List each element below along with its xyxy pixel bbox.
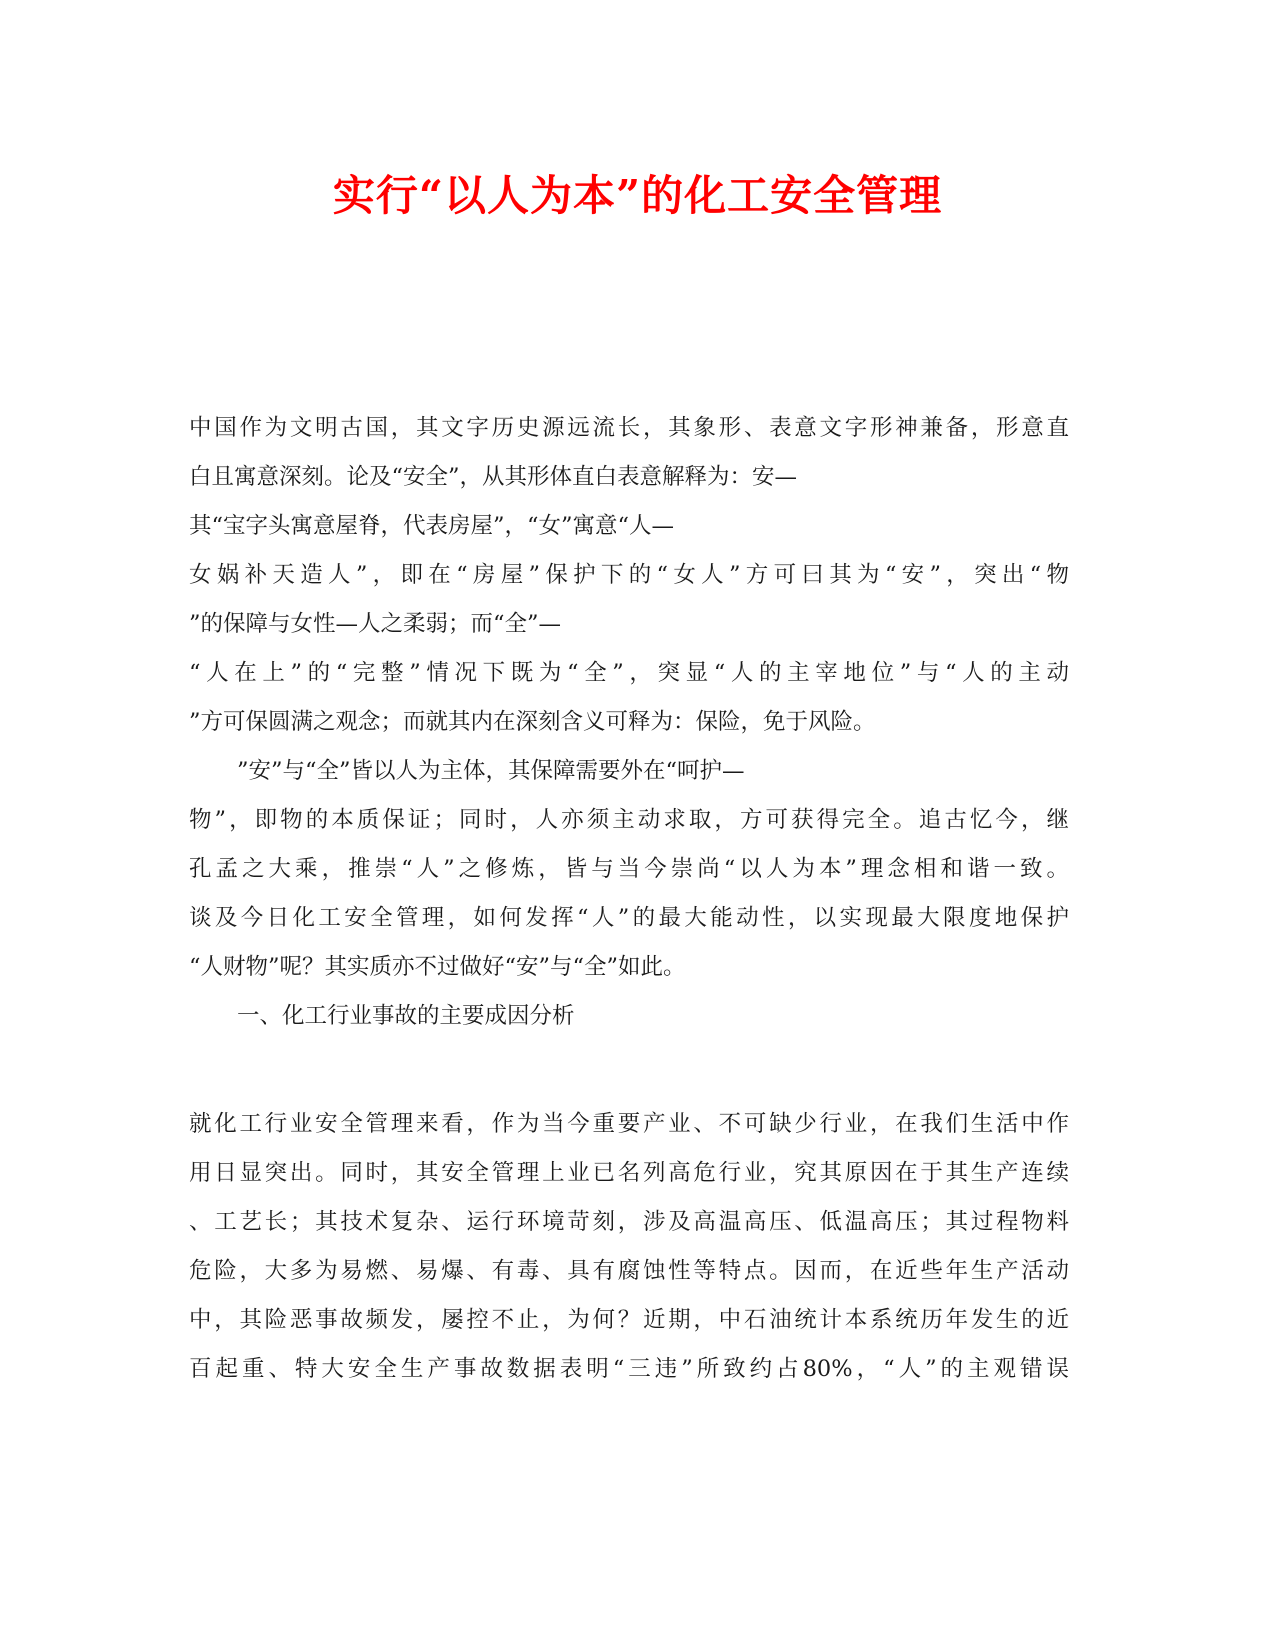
body-line: 白且寓意深刻。论及“安全”，从其形体直白表意解释为：安—	[189, 464, 798, 490]
body-line: ”安”与“全”皆以人为主体，其保障需要外在“呵护—	[237, 758, 745, 784]
body-line: 用日显突出。同时，其安全管理上业已名列高危行业，究其原因在于其生产连续	[189, 1160, 1069, 1186]
body-line: 其“宝字头寓意屋脊，代表房屋”，“女”寓意“人—	[189, 513, 675, 539]
body-line: 物”，即物的本质保证；同时，人亦须主动求取，方可获得完全。追古忆今，继	[189, 807, 1069, 833]
document-title: 实行“以人为本”的化工安全管理	[332, 171, 943, 220]
body-line: 中国作为文明古国，其文字历史源远流长，其象形、表意文字形神兼备，形意直	[189, 415, 1069, 441]
body-line: 孔孟之大乘，推崇“人”之修炼，皆与当今崇尚“以人为本”理念相和谐一致。	[189, 856, 1069, 882]
body-line: “人在上”的“完整”情况下既为“全”，突显“人的主宰地位”与“人的主动	[189, 660, 1069, 686]
body-line: “人财物”呢？其实质亦不过做好“安”与“全”如此。	[189, 954, 686, 980]
body-line: 危险，大多为易燃、易爆、有毒、具有腐蚀性等特点。因而，在近些年生产活动	[189, 1258, 1069, 1284]
body-section-2	[189, 1100, 1069, 1394]
body-line: 女娲补天造人”，即在“房屋”保护下的“女人”方可曰其为“安”，突出“物	[189, 562, 1069, 588]
body-line: 百起重、特大安全生产事故数据表明“三违”所致约占80%，“人”的主观错误	[189, 1356, 1069, 1382]
body-line: ”方可保圆满之观念；而就其内在深刻含义可释为：保险，免于风险。	[189, 709, 876, 735]
body-line: 中，其险恶事故频发，屡控不止，为何？近期，中石油统计本系统历年发生的近	[189, 1307, 1069, 1333]
section-heading: 一、化工行业事故的主要成因分析	[237, 1003, 575, 1029]
body-line: 就化工行业安全管理来看，作为当今重要产业、不可缺少行业，在我们生活中作	[189, 1111, 1069, 1137]
body-line: 谈及今日化工安全管理，如何发挥“人”的最大能动性，以实现最大限度地保护	[189, 905, 1069, 931]
body-line: ”的保障与女性—人之柔弱；而“全”—	[189, 611, 562, 637]
body-section-1	[189, 404, 1069, 1041]
body-line: 、工艺长；其技术复杂、运行环境苛刻，涉及高温高压、低温高压；其过程物料	[189, 1209, 1069, 1235]
